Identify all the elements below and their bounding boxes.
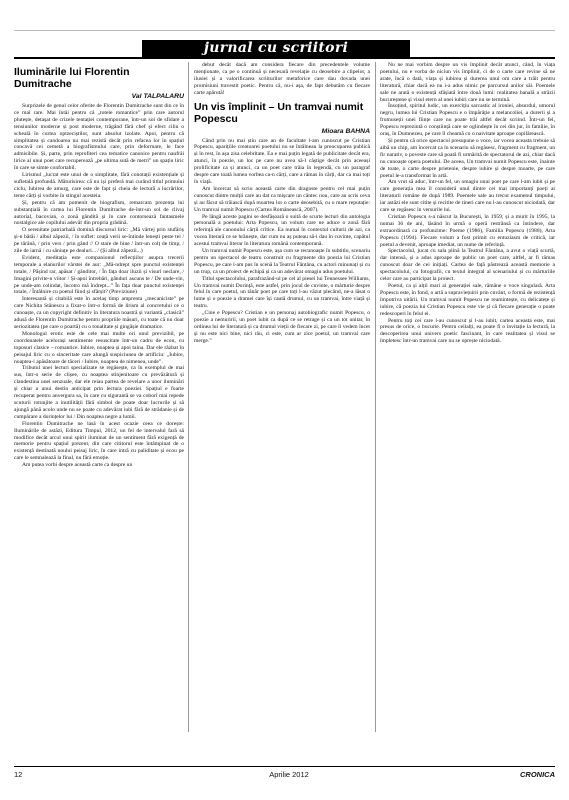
column-1 — [14, 62, 184, 732]
paragraph: Monologul erotic este de cele mai multe ori unul previzibil, pe coordonatele acelorași sentimente resuscitate într-un cadru de ecou, cu toposuri clasice – romantice. Iubire, noaptea și apoi taina. Dar ele răzbat în peisajul liric cu o sinceritate care alungă suspiciunea de artificiu: „Iubire, noaptea-i apăsătoare de tăceri / Iubire, noaptea de nimenea, unde”. — [14, 330, 184, 365]
article-author: Mioara BAHNA — [321, 127, 370, 135]
paragraph: Titlul spectacolului, parafrazând-ul pe cel al piesei lui Tennessee Williams, Un tramvai numit Dorință, este astfel, prin jocul de cuvinte, o mărturie despre felul în care poetul, un tânăr poet pe care toți l-au văzut plecând, ne-a lăsat o lume și o poezie a dramei care își caută drumul, cu un tramvai, între viață și teatru. — [194, 275, 370, 310]
column-divider — [375, 62, 376, 732]
banner-rule — [14, 57, 555, 59]
paragraph: Însoțind, spiritul ludic, un exercițiu sarcastic al ironiei, absurdul, umorul negru, lumea lui Cristian Popescu e o împărăție a melancoliei, a durerii și a frumuseții unei ființe care nu poate trăi altfel decât scriind. Într-un fel, Popescu reprezintă o conștiință care se oglindește în cei din jur, în familie, în oraș, în Dumnezeu, pe care îl cheamă cu o naivitate aproape copilărească. — [380, 103, 555, 138]
paragraph: Spectacolul, jucat cu sala plină la Teatrul Fântâna, a avut o viață scurtă, dar intensă, și a adus aproape de public un poet care, altfel, ar fi rămas cunoscut doar de cei inițiați. Cartea de față păstrează această memorie a spectacolului, cu fotografii, cu textul integral al scenariului și cu mărturiile celor care au participat la proiect. — [380, 248, 555, 283]
paragraph: Surprizele de genul celor oferite de Florentin Dumitrache sunt din ce în ce mai rare. Mai întâi pentru că „totele romantice” prin care autorul plutește, detașat de crizele tentației contemporane, într-un soi de sfidare a tensiunilor moderne și post moderne, trăgând fără chef și efect ciliu o scheală în curtea optzeciștilor, sunt absolut izolate. Apoi, pentru că simplitatea și candoarea nu mai rezistă decât prin refacea lor în spațiul concavă cei cemetă a biografismului care, prin deformare, le face admisibile. Și, parte, prin reprofiteri cea tematice canonice pentru naufrăi lirice al unui poet care recuperează „pe ultima sută de metri” un spațiu liric în care se simte confortabil. — [14, 103, 184, 172]
page-number: 12 — [14, 770, 23, 779]
article-author: Val TALPALARU — [131, 93, 184, 100]
paragraph: Am încercat să scriu această carte din dragoste pentru cel mai puțin cunoscut dintre mulții care au dat ca mișcare un cântec nou, care au scris ceva și au făcut să trăiască după moartea lor o carte deosebită, cu o mare reputație: Un tramvai numit Popescu (Cartea Românească, 2007). — [194, 185, 370, 213]
paragraph: Un tramvai numit Popescu este, așa cum se recunoaște în subtitlu, scenariu pentru un spectacol de teatru construit cu fragmente din poezia lui Cristian Popescu, pe care l-am pus în scenă la Teatrul Fântâna, cu actori minunați și cu un trup, ca un proiect de echipă și ca un adevărat omagiu adus poetului. — [194, 248, 370, 275]
paragraph: Și, pentru că am pomenit de biografism, remarcam prezența lui substanțială în cartea lui Florentin Dumitrache de-într-un sol de clivaj autorial, bacovian, o zonă gândită și în care contorsează fantasmele nostalgice ale copilului adevăr din propria grădină. — [14, 199, 184, 227]
issue-date: Aprilie 2012 — [269, 770, 309, 779]
paragraph: Interesantă și citabilă este în acelaș timp amprenta „mecaniciste” pe care Nichita Stănescu a fixat-o într-o formă de lirism al concretului ce o cunoaște, ca un copyright definitiv în literatura noastră și variantă „clasică” adusă de Florentin Dumitrache pentru propriile măsuri, cu toate că nu doar seriozitatea (pe care o poartă) cu o tonalitate și gingășie dramatice. — [14, 296, 184, 330]
article-body — [14, 103, 184, 469]
section-banner: jurnal cu scriitori — [142, 40, 410, 57]
article-body — [194, 138, 370, 345]
column-divider — [188, 62, 189, 732]
paragraph: O serenitate patriarhală domină discursul liric: „Mă vârtej prin stufăriș și-n bătăi / albul zăpezii, / în suflet: ceață verii se-întinde lenești peste tei / pe tărână, / prin vers / prin gând // O stare de bine / într-un colț de timp, / zile de iarnă / cu săniuțe pe dealuri... / (Și albul zăpezii...) — [14, 227, 184, 255]
article-title: Un vis împlinit – Un tramvai numit Popescu — [194, 100, 364, 125]
paragraph: Poetul, ca și alții mari ai generației sale, rămâne o voce singulară. Arta Popescu este, în fond, o artă a supraviețuirii prin cuvânt, o formă de rezistență împotriva uitării. Un tramvai numit Popescu ne reamintește, cu delicatețe și iubire, că poezia lui Cristian Popescu este vie și că fiecare generație o poate redescoperi în felul ei. — [380, 283, 555, 317]
paragraph: Pentru toți cei care l-au cunoscut și l-au iubit, cartea aceasta este, mai presus de orice, o bucurie. Pentru ceilalți, ea poate fi o invitație la lectură, la descoperirea unui univers poetic fascinant, în care realitatea și visul se împletesc într-un tramvai care nu se oprește niciodată. — [380, 317, 555, 345]
magazine-name: CRONICA — [520, 770, 555, 779]
column-3 — [380, 62, 555, 732]
footer-rule — [14, 766, 555, 767]
paragraph: Nu ne mai vorbim despre un vis împlinit decât atunci, când, în viața poetului, nu e vorba de niciun vis împlinit, ci de o carte care revine să ne arate, încă o dată, viața și iubirea și durerea unui om care a trăit pentru literatură, chiar dacă ea nu i-a adus nimic pe parcursul anilor săi. Poemele sale ne arată o existență sfâșiată între două lumi: realitatea banală a străzii bucureștene și visul etern al unei iubiri care nu se termină. — [380, 62, 555, 103]
article-body-continued — [194, 62, 370, 97]
paragraph: Cristian Popescu s-a născut la București, în 1959, și a murit în 1995, la numai 36 de ani, lăsând în urmă o operă restrânsă ca întindere, dar extraordinară ca profunzime: Poeme (1986), Familia Popescu (1988), Arta Popescu (1994). Fiecare volum a fost primit cu entuziasm de critică, iar poetul a devenit, aproape imediat, un nume de referință. — [380, 213, 555, 248]
paragraph: Am putea vorbi despre această carte ca despre un — [22, 462, 133, 469]
paragraph: „Cine e Popescu? Cristian e un personaj autobiografic numit Popescu, o poezie a nemuririi, un poet iubit ca după ce se retrage și ca un tot unitar, în ordinea lui de literatură și ca drumul vieții de fiecare zi, pe care îl vedem încet și nu este nici bine, nici rău, ci este, cum ar zice poetul, un tramvai care merge.” — [194, 310, 370, 344]
paragraph: debut decât dacă am considera fiecare din precedentele volume menționate, ca pe o continuă și necesară revelație cu deosebire a clipelor, a ilusiei și a valorificarea scriiturilor metaforice care dau dovada unei promisiuni travestit poetic. Pentru că, nu-i așa, de fapt debutăm cu fiecare carte apărută! — [194, 62, 370, 96]
top-rule — [14, 30, 555, 31]
paragraph: Tributul unei lecturi specializate se regăsește, ca în exemplul de mai sus, într-o serie de clișee, cu noaptea stinjenitoare cu prevăzătură și clandestina unei senzuale, dar ele reiau partea de revelare a unor iluminări și chiar a unui destin anticipat prin lectura poeziei. Spațiul e foarte recuperat pentru anvergura sa, în care cu sigurantă se va coborî mai repede scuturii rotunjite a inutilității fără simbol de poate doar lucrurile și să ajungă până acolo unde nu se poate cu adevărat iubi fără de strădanie și de cumpărare a dorințelor lui / Din noaptea negre a lumii. — [14, 365, 184, 420]
article-body-continued — [380, 62, 555, 345]
paragraph: Lirismul „lucrat este unul de o simplitate, fără conotații existențiale și sufletală profundă. Măturisirea: că nu iși preferă mai curând titlul primului ciclu, Iubirea de amurg, care este de fapt și cheia de lectură a lucrărilor, teme cărți și vorbite în stingul acesteia. — [14, 172, 184, 199]
article-title: Iluminările lui Florentin Dumitrache — [14, 66, 130, 90]
paragraph: Când prin nu mai știu care an de facultate l-am cunoscut pe Cristian Popescu, aparițiile creatoarei poetului nu se întâlneau la preocuparea publică și în rest, în așa zisa celebritate. Ea e mai puțin legată de publicitate decât era, atunci, în poezie, un loc pe care nu avea să-l câștige decât prin aceeași prolificitate ca și atunci, ca un poet care trăia în legendă, cu un paragraf despre care toată lumea vorbea ca-n cărți, care a rămas în cărți, dar ca mai toți în viață. — [194, 137, 370, 185]
paragraph: Florentin Dumitrache ne lasă în acest ocazie ceea ce dorește: Iluminările de astăzi, Editura Timpul, 2012, un fel de intervalul fară să modifice decât arcul unui spirit iluminat de un sentiment fără exigență de memorie pentru spațiul prezent, din care cititorul este întâmpinat de o existență destinată noului peisaj liric, în care intră cu paliditate și ecou pe care le semnalează la final, nu fără emoție. — [14, 420, 184, 462]
paragraph: Evident, meditația este companionul reflecțiilor asupra trecerii temporale a elanurilor vârstei de aur: „Mă-ndrept spre punctul existenței totale, / Pășind rar, apăsat / gânditor, / În fața doar iluzii și visuri neclare, / Imagini privite-n viitor / Și-apoi întrebări, gânduri ascuns te / De unde-vin, pe unde-am colindat, încotro mă îndrept...” În fața doar punctul existenței totale, / Întâlnire cu poetul fiind și sfârșit? (Previziune) — [14, 254, 184, 296]
paragraph: Pe lângă aceste pagini se desfășoară o suită de scurte lecturi din antologia personală a poetului: Arta Popescu, un volum care ne aduce o zonă fără referință ale canonului cărții critice. Ea numai în contextul culturii de azi, ca vocea literară ce se hrănește, dar cum nu aș puteau să-i dau în cuvinte, capătul acestui tramvai literar în literatura română contemporană. — [194, 213, 370, 248]
column-2 — [194, 62, 370, 732]
paragraph: Și pentru că orice spectacol presupune o voce, iar vocea aceasta trebuie să aibă un chip, am încercat ca în scenariu să regăsesc, fragment cu fragment, un fir narativ, o poveste care să poată fi urmărită de spectatorul de azi, chiar dacă nu cunoaște opera poetului. De aceea, Un tramvai numit Popescu este, înainte de toate, o carte despre prietenie, despre iubire și despre moarte, pe care poetul le-a transformat în artă. — [380, 137, 555, 179]
paragraph: Am vrut să aduc, într-un fel, un omagiu unui poet pe care l-am iubit și pe care generația mea îl consideră unul dintre cei mai importanți poeți ai literaturii române de după 1989. Poemele sale au trecut examenul timpului, iar astăzi ele sunt citite și recitite de tineri care nu l-au cunoscut niciodată, dar care se regăsesc în versurile lui. — [380, 179, 555, 214]
